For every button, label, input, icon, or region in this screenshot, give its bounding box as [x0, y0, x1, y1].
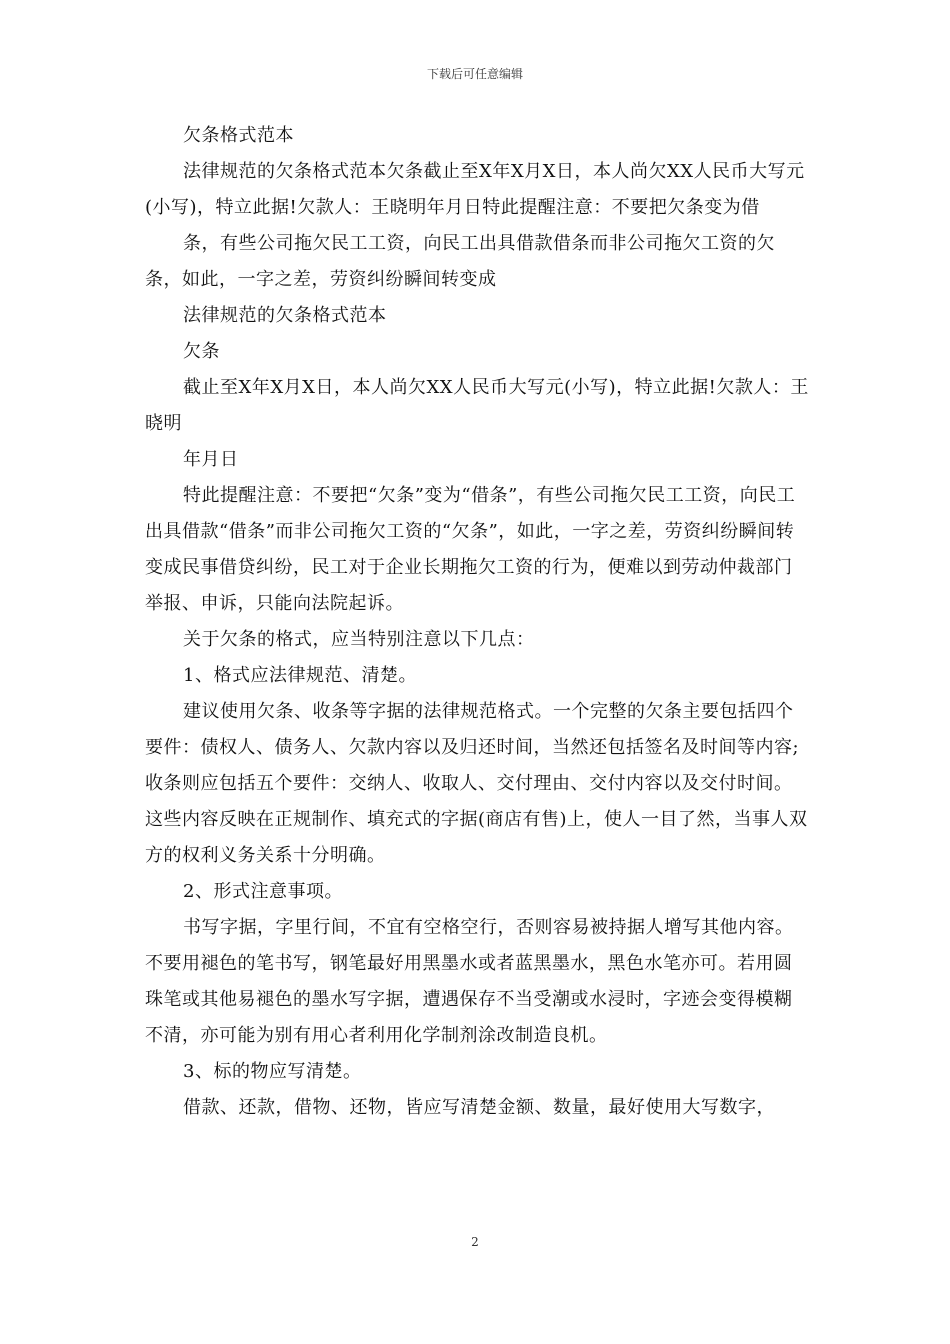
paragraph: 书写字据，字里行间，不宜有空格空行，否则容易被持据人增写其他内容。不要用褪色的笔书写，钢笔最好用黑墨水或者蓝黑墨水，黑色水笔亦可。若用圆珠笔或其他易褪色的墨水写字据，遭遇保存不当受潮或水浸时，字迹会变得模糊不清，亦可能为别有用心者利用化学制剂涂改制造良机。 [145, 917, 794, 1046]
numbered-heading: 2、形式注意事项。 [183, 881, 343, 902]
paragraph: 条，有些公司拖欠民工工资，向民工出具借款借条而非公司拖欠工资的欠条，如此，一字之差，劳资纠纷瞬间转变成 [145, 233, 775, 290]
document-title: 欠条格式范本 [183, 125, 294, 146]
section-heading: 欠条 [183, 341, 220, 362]
numbered-heading: 1、格式应法律规范、清楚。 [183, 665, 417, 686]
section-heading: 法律规范的欠条格式范本 [183, 305, 387, 326]
paragraph: 法律规范的欠条格式范本欠条截止至X年X月X日，本人尚欠XX人民币大写元(小写)，特立此据!欠款人：王晓明年月日特此提醒注意：不要把欠条变为借 [145, 161, 805, 218]
paragraph: 借款、还款，借物、还物，皆应写清楚金额、数量，最好使用大写数字， [183, 1097, 775, 1118]
paragraph: 截止至X年X月X日，本人尚欠XX人民币大写元(小写)，特立此据!欠款人：王晓明 [145, 377, 809, 434]
paragraph: 关于欠条的格式，应当特别注意以下几点： [183, 629, 535, 650]
paragraph: 建议使用欠条、收条等字据的法律规范格式。一个完整的欠条主要包括四个要件：债权人、债务人、欠款内容以及归还时间，当然还包括签名及时间等内容;收条则应包括五个要件：交纳人、收取人、交付理由、交付内容以及交付时间。这些内容反映在正规制作、填充式的字据(商店有售)上，使人一目了然，当事人双方的权利义务关系十分明确。 [145, 701, 808, 866]
page-number: 2 [471, 1235, 479, 1249]
numbered-heading: 3、标的物应写清楚。 [183, 1061, 362, 1082]
paragraph: 特此提醒注意：不要把“欠条”变为“借条”，有些公司拖欠民工工资，向民工出具借款“借条”而非公司拖欠工资的“欠条”，如此，一字之差，劳资纠纷瞬间转变成民事借贷纠纷，民工对于企业长期拖欠工资的行为，便难以到劳动仲裁部门举报、申诉，只能向法院起诉。 [145, 485, 796, 614]
page-header: 下载后可任意编辑 [426, 67, 523, 81]
document-body [145, 118, 810, 1126]
paragraph: 年月日 [183, 449, 239, 470]
